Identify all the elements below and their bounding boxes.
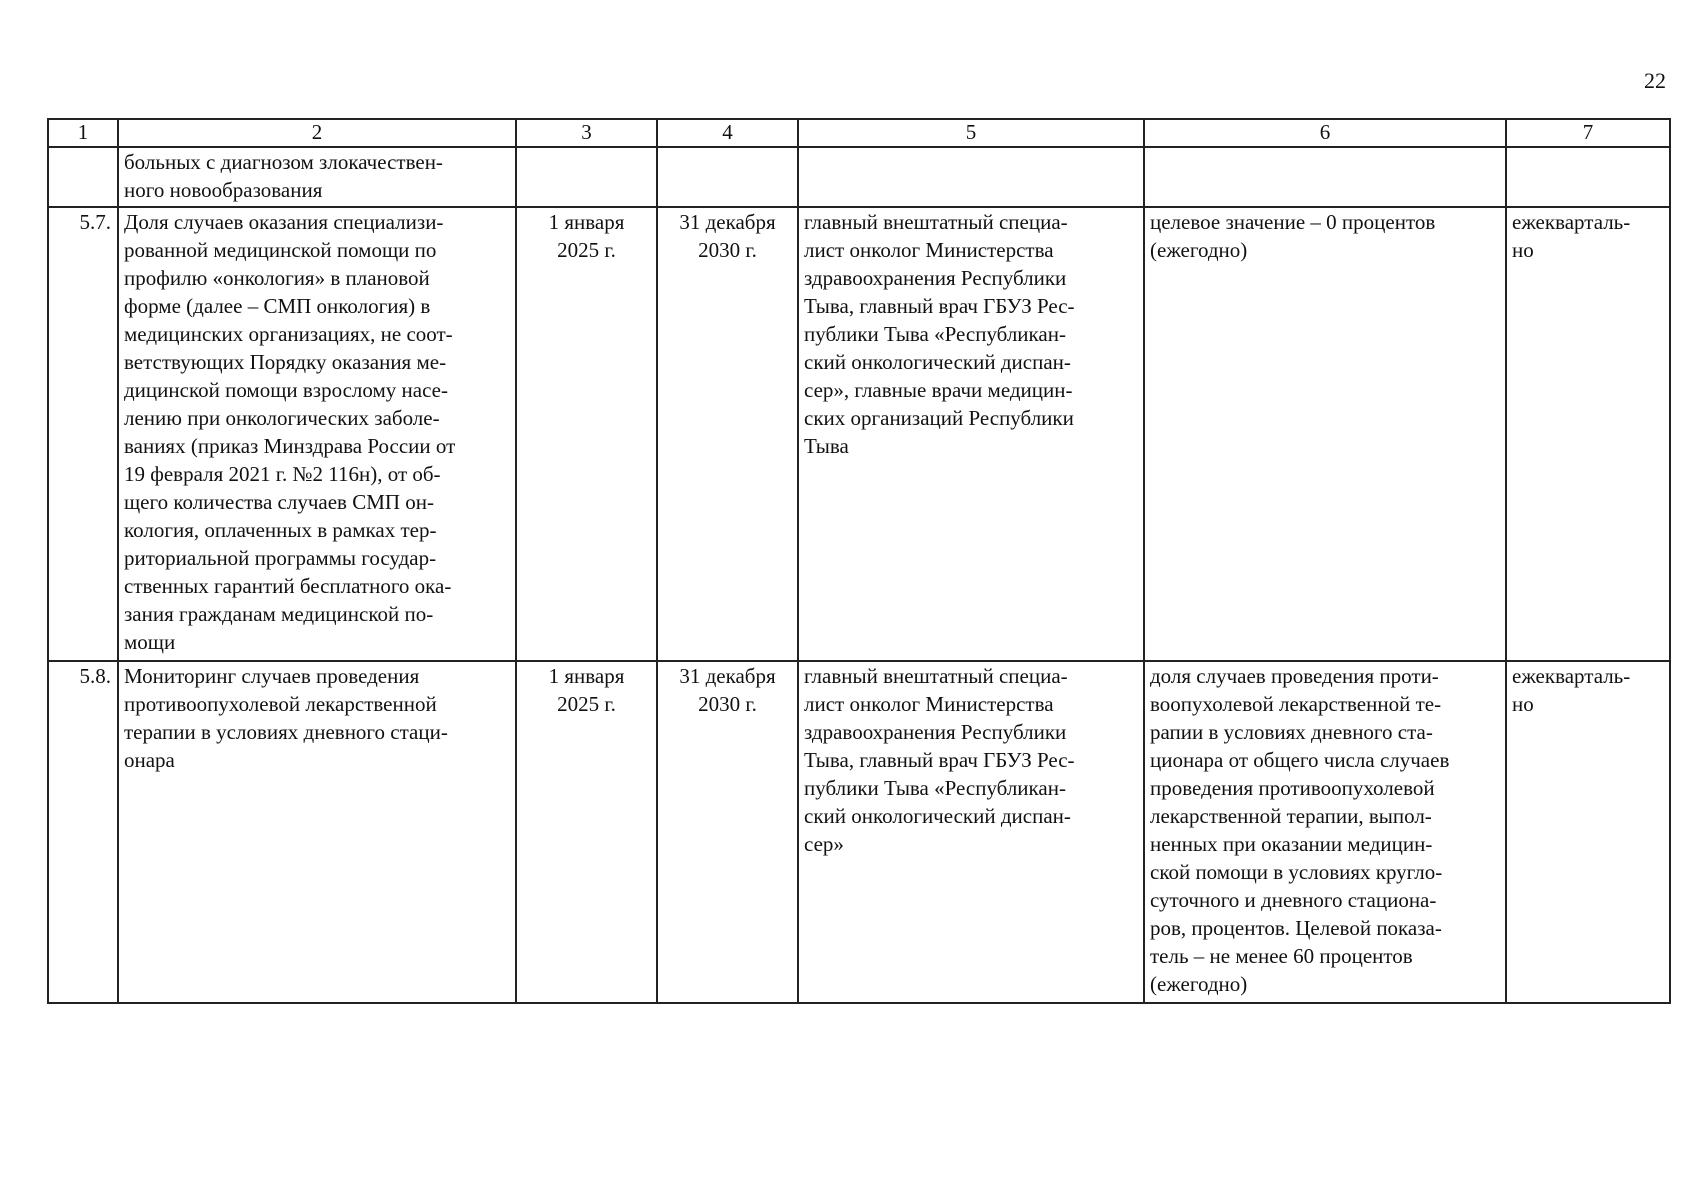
- column-header: 2: [118, 119, 516, 147]
- end-date: 31 декабря 2030 г.: [657, 207, 798, 661]
- indicator: [1144, 147, 1506, 207]
- start-date: 1 января 2025 г.: [516, 207, 657, 661]
- page-number: 22: [1644, 68, 1666, 93]
- start-date: 1 января 2025 г.: [516, 661, 657, 1003]
- end-date: [657, 147, 798, 207]
- column-header: 3: [516, 119, 657, 147]
- periodicity: ежекварталь- но: [1506, 207, 1670, 661]
- column-header: 4: [657, 119, 798, 147]
- measures-table: [47, 118, 1671, 1004]
- continuation-row: [48, 147, 1670, 207]
- row-number: [48, 147, 118, 207]
- column-header: 7: [1506, 119, 1670, 147]
- column-header: 1: [48, 119, 118, 147]
- indicator: целевое значение – 0 процентов (ежегодно): [1144, 207, 1506, 661]
- row-number: 5.8.: [48, 661, 118, 1003]
- measure-name: Мониторинг случаев проведения противоопухолевой лекарственной терапии в условиях дневного стаци- онара: [118, 661, 516, 1003]
- responsible: главный внештатный специа- лист онколог Министерства здравоохранения Республики Тыва, главный врач ГБУЗ Рес- публики Тыва «Республикан- ский онкологический диспан- сер»: [798, 661, 1144, 1003]
- periodicity: ежекварталь- но: [1506, 661, 1670, 1003]
- table-row: [48, 661, 1670, 1003]
- column-header: 6: [1144, 119, 1506, 147]
- start-date: [516, 147, 657, 207]
- responsible: главный внештатный специа- лист онколог Министерства здравоохранения Республики Тыва, главный врач ГБУЗ Рес- публики Тыва «Республикан- ский онкологический диспан- сер», главные врачи медицин- ских организаций Республики Тыва: [798, 207, 1144, 661]
- measure-name: больных с диагнозом злокачествен- ного новообразования: [118, 147, 516, 207]
- row-number: 5.7.: [48, 207, 118, 661]
- column-header: 5: [798, 119, 1144, 147]
- responsible: [798, 147, 1144, 207]
- end-date: 31 декабря 2030 г.: [657, 661, 798, 1003]
- measure-name: Доля случаев оказания специализи- рованной медицинской помощи по профилю «онкология» в плановой форме (далее – СМП онкология) в медицинских организациях, не соот- ветствующих Порядку оказания ме- дицинской помощи взрослому насе- лению при онкологических заболе- ваниях (приказ Минздрава России от 19 февраля 2021 г. №2 116н), от об- щего количества случаев СМП он- кология, оплаченных в рамках тер- риториальной программы государ- ственных гарантий бесплатного ока- зания гражданам медицинской по- мощи: [118, 207, 516, 661]
- header-row: [48, 119, 1670, 147]
- indicator: доля случаев проведения проти- воопухолевой лекарственной те- рапии в условиях дневного ста- ционара от общего числа случаев проведения противоопухолевой лекарственной терапии, выпол- ненных при оказании медицин- ской помощи в условиях кругло- суточного и дневного стациона- ров, процентов. Целевой показа- тель – не менее 60 процентов (ежегодно): [1144, 661, 1506, 1003]
- periodicity: [1506, 147, 1670, 207]
- table-row: [48, 207, 1670, 661]
